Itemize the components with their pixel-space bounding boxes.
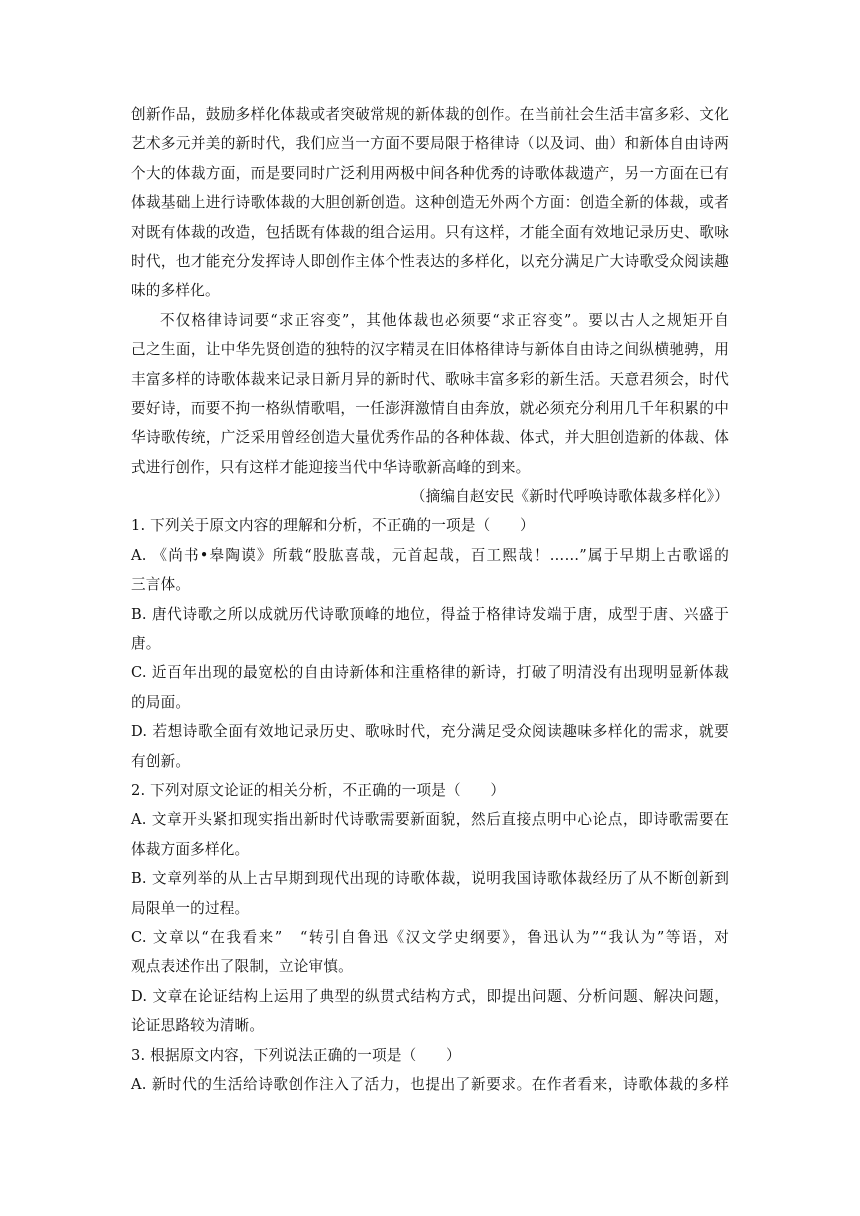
question-3 <box>131 1041 729 1100</box>
text-line: 个大的体裁方面，而是要同时广泛利用两极中间各种优秀的诗歌体裁遗产，另一方面在已有 <box>131 164 729 182</box>
question-stem: 3. 根据原文内容，下列说法正确的一项是（ ） <box>131 1046 461 1064</box>
option-line: B. 文章列举的从上古早期到现代出现的诗歌体裁，说明我国诗歌体裁经历了从不断创新到 <box>131 870 729 888</box>
option-line: 局限单一的过程。 <box>131 899 250 917</box>
option-line: 体裁方面多样化。 <box>131 840 250 858</box>
text-line: 不仅格律诗词要“求正容变”，其他体裁也必须要“求正容变”。要以古人之规矩开自 <box>160 311 729 329</box>
option-b <box>131 600 729 659</box>
passage-source: （摘编自赵安民《新时代呼唤诗歌体裁多样化》） <box>410 488 729 506</box>
option-line: D. 文章在论证结构上运用了典型的纵贯式结构方式，即提出问题、分析问题、解决问题， <box>131 987 729 1005</box>
option-line: 的局面。 <box>131 693 191 711</box>
option-line: 有创新。 <box>131 752 191 770</box>
passage-paragraph-2 <box>131 306 729 482</box>
text-line: 艺术多元并美的新时代，我们应当一方面不要局限于格律诗（以及词、曲）和新体自由诗两 <box>131 135 729 153</box>
option-a <box>131 805 729 864</box>
option-line: 论证思路较为清晰。 <box>131 1017 265 1035</box>
option-a <box>131 1070 729 1099</box>
option-line: 唐。 <box>131 635 161 653</box>
option-line: A. 新时代的生活给诗歌创作注入了活力，也提出了新要求。在作者看来，诗歌体裁的多样 <box>131 1075 729 1093</box>
option-c <box>131 923 729 982</box>
question-2 <box>131 776 729 1041</box>
exam-page <box>131 100 729 1099</box>
question-1 <box>131 511 729 776</box>
option-b <box>131 864 729 923</box>
text-line: 华诗歌传统，广泛采用曾经创造大量优秀作品的各种体裁、体式，并大胆创造新的体裁、体 <box>131 429 729 447</box>
option-line: C. 近百年出现的最宽松的自由诗新体和注重格律的新诗，打破了明清没有出现明显新体裁 <box>131 664 729 682</box>
text-line: 味的多样化。 <box>131 282 220 300</box>
text-line: 式进行创作，只有这样才能迎接当代中华诗歌新高峰的到来。 <box>131 458 531 476</box>
text-line: 创新作品，鼓励多样化体裁或者突破常规的新体裁的创作。在当前社会生活丰富多彩、文化 <box>131 106 729 123</box>
option-line: 观点表述作出了限制，立论审慎。 <box>131 958 353 976</box>
option-c <box>131 658 729 717</box>
option-d <box>131 717 729 776</box>
question-stem: 1. 下列关于原文内容的理解和分析，不正确的一项是（ ） <box>131 517 535 535</box>
text-line: 要好诗，而要不拘一格纵情歌唱，一任澎湃激情自由奔放，就必须充分利用几千年积累的中 <box>131 399 729 417</box>
option-line: C. 文章以“在我看来” “转引自鲁迅《汉文学史纲要》，鲁迅认为”“我认为”等语，对 <box>131 928 729 946</box>
option-line: A. 文章开头紧扣现实指出新时代诗歌需要新面貌，然后直接点明中心论点，即诗歌需要在 <box>131 811 729 829</box>
option-d <box>131 982 729 1041</box>
text-line: 己之生面，让中华先贤创造的独特的汉字精灵在旧体格律诗与新体自由诗之间纵横驰骋，用 <box>131 341 729 359</box>
question-stem: 2. 下列对原文论证的相关分析，不正确的一项是（ ） <box>131 781 506 799</box>
text-line: 时代，也才能充分发挥诗人即创作主体个性表达的多样化，以充分满足广大诗歌受众阅读趣 <box>131 252 729 270</box>
option-line: B. 唐代诗歌之所以成就历代诗歌顶峰的地位，得益于格律诗发端于唐，成型于唐、兴盛于 <box>131 605 729 623</box>
passage-paragraph-1 <box>131 100 729 306</box>
option-a <box>131 541 729 600</box>
option-line: D. 若想诗歌全面有效地记录历史、歌咏时代，充分满足受众阅读趣味多样化的需求，就要 <box>131 723 729 741</box>
option-line: 三言体。 <box>131 576 191 594</box>
option-line: A. 《尚书•皋陶谟》所载“股肱喜哉，元首起哉，百工熙哉！……”属于早期上古歌谣的 <box>131 546 729 564</box>
text-line: 对既有体裁的改造，包括既有体裁的组合运用。只有这样，才能全面有效地记录历史、歌咏 <box>131 223 729 241</box>
text-line: 体裁基础上进行诗歌体裁的大胆创新创造。这种创造无外两个方面：创造全新的体裁，或者 <box>131 194 729 212</box>
text-line: 丰富多样的诗歌体裁来记录日新月异的新时代、歌咏丰富多彩的新生活。天意君须会，时代 <box>131 370 729 388</box>
